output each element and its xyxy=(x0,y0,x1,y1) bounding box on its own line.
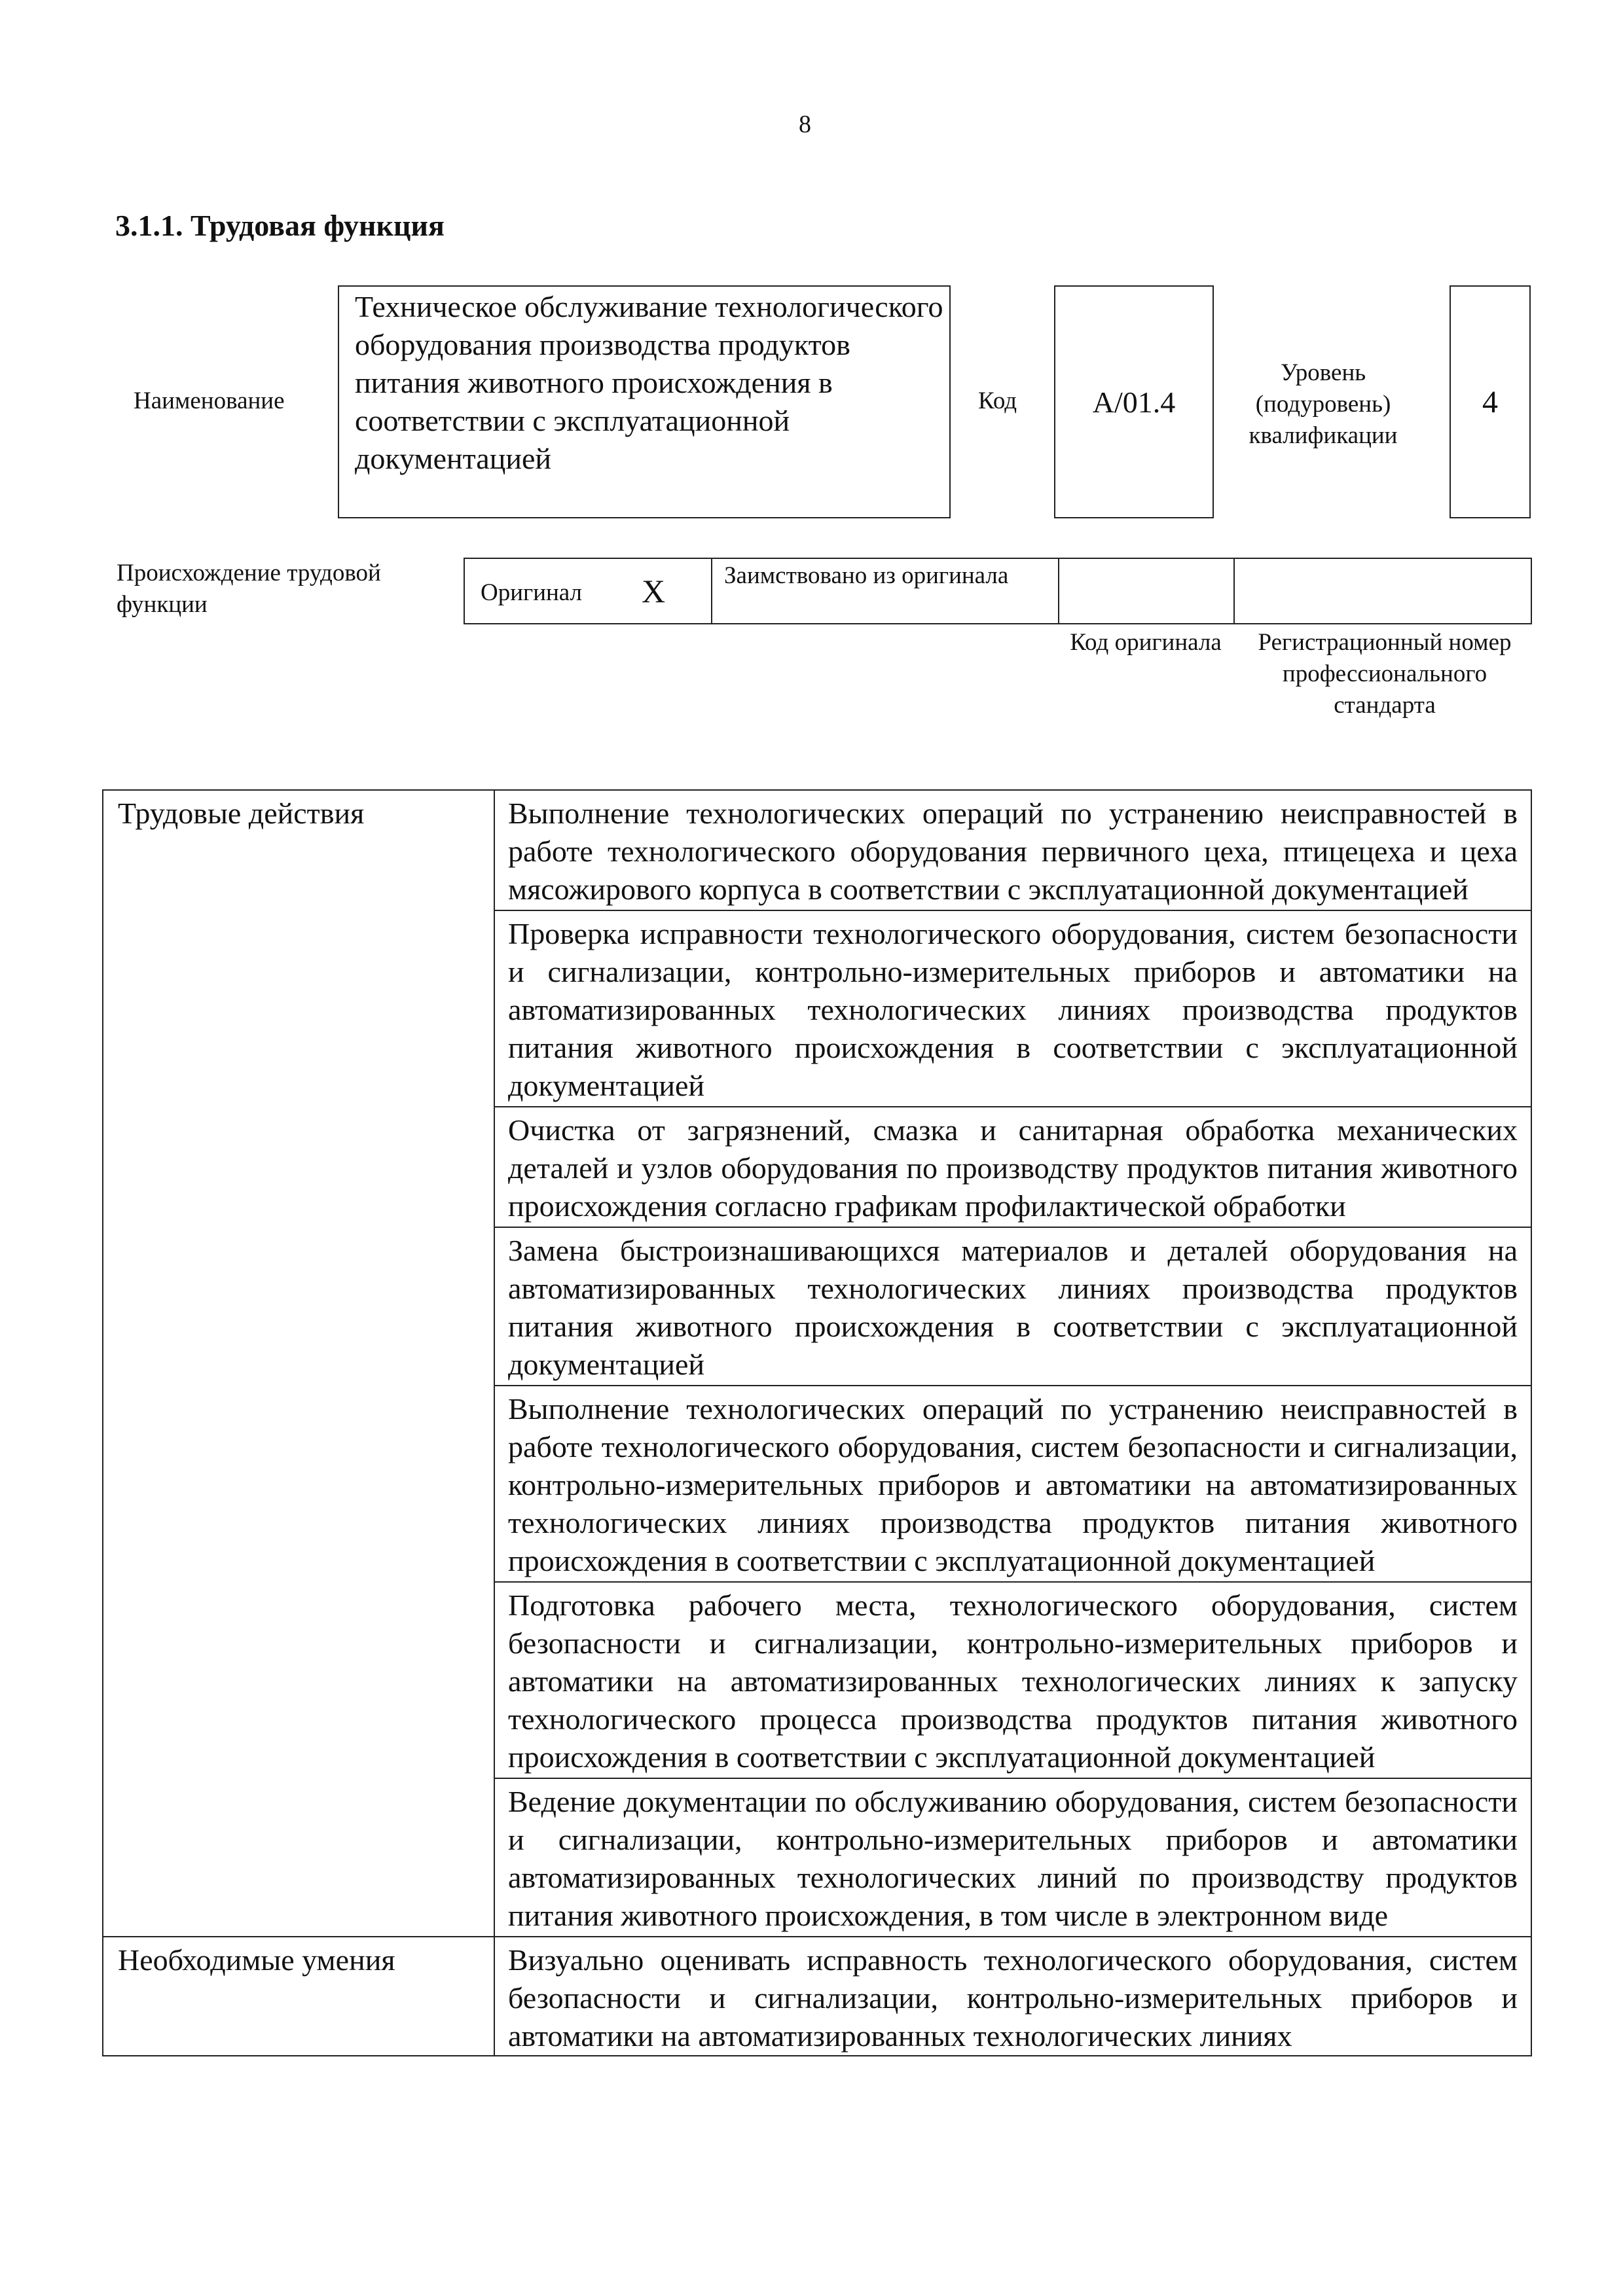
name-value-box: Техническое обслуживание технологического оборудования производства продуктов питания животного происхождения в соответствии с эксплуатационной документацией xyxy=(338,285,951,518)
origin-row xyxy=(464,558,1532,624)
section-heading: Трудовые действия xyxy=(103,790,494,1937)
page-number: 8 xyxy=(799,111,811,138)
table-cell: Подготовка рабочего места, технологического оборудования, систем безопасности и сигнализации, контрольно-измерительных приборов и автоматики на автоматизированных технологических линиях к запуску технологического процесса производства продуктов питания животного происхождения в соответствии с эксплуатационной документацией xyxy=(494,1582,1531,1778)
table-cell: Ведение документации по обслуживанию оборудования, систем безопасности и сигнализации, контрольно-измерительных приборов и автоматики автоматизированных технологических линий по производству продуктов питания животного происхождения, в том числе в электронном виде xyxy=(494,1778,1531,1937)
code-original-caption: Код оригинала xyxy=(1070,629,1222,656)
table-cell: Очистка от загрязнений, смазка и санитарная обработка механических деталей и узлов оборудования по производству продуктов питания животного происхождения согласно графикам профилактической обработки xyxy=(494,1107,1531,1227)
original-code-cell xyxy=(1059,559,1235,623)
borrowed-cell xyxy=(712,559,1059,623)
table-cell: Выполнение технологических операций по устранению неисправностей в работе технологического оборудования первичного цеха, птицецеха и цеха мясожирового корпуса в соответствии с эксплуатационной документацией xyxy=(494,790,1531,910)
table-row xyxy=(103,790,1531,910)
name-label: Наименование xyxy=(134,387,285,414)
table-cell: Проверка исправности технологического оборудования, систем безопасности и сигнализации, контрольно-измерительных приборов и автоматики на автоматизированных технологических линиях производства продуктов питания животного происхождения в соответствии с эксплуатационной документацией xyxy=(494,910,1531,1107)
qualification-level-label: Уровень (подуровень) квалификации xyxy=(1249,359,1398,449)
origin-label: Происхождение трудовой функции xyxy=(117,560,381,618)
code-value-box: А/01.4 xyxy=(1054,285,1214,518)
functions-table xyxy=(102,789,1532,2056)
qualification-level-box: 4 xyxy=(1450,285,1531,518)
table-cell: Визуально оценивать исправность технологического оборудования, систем безопасности и сигнализации, контрольно-измерительных приборов и автоматики на автоматизированных технологических линиях xyxy=(494,1937,1531,2056)
table-row xyxy=(103,1937,1531,2056)
table-cell: Выполнение технологических операций по устранению неисправностей в работе технологического оборудования, систем безопасности и сигнализации, контрольно-измерительных приборов и автоматики на автоматизированных технологических линиях производства продуктов питания животного происхождения в соответствии с эксплуатационной документацией xyxy=(494,1386,1531,1582)
table-cell: Замена быстроизнашивающихся материалов и деталей оборудования на автоматизированных технологических линиях производства продуктов питания животного происхождения в соответствии с эксплуатационной документацией xyxy=(494,1227,1531,1386)
section-heading: Необходимые умения xyxy=(103,1937,494,2056)
original-mark: X xyxy=(642,573,666,609)
original-cell xyxy=(465,559,712,623)
section-title: 3.1.1. Трудовая функция xyxy=(115,209,445,242)
code-label: Код xyxy=(978,387,1017,414)
borrowed-label: Заимствовано из оригинала xyxy=(724,562,1009,589)
reg-number-cell xyxy=(1235,559,1531,623)
original-label: Оригинал xyxy=(481,579,583,606)
reg-number-caption: Регистрационный номер профессионального стандарта xyxy=(1258,629,1512,719)
